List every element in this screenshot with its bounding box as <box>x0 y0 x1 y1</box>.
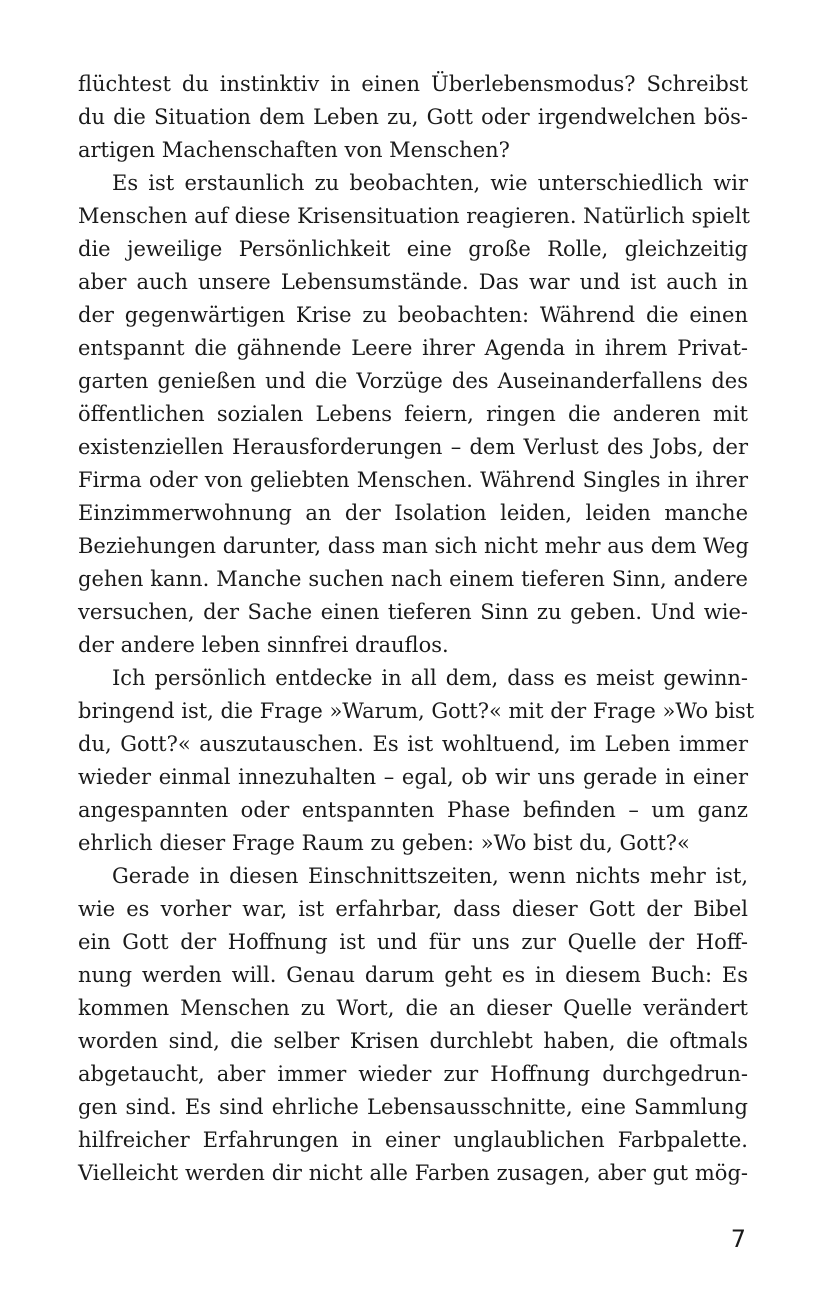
text-line: Einzimmerwohnung an der Isolation leiden, leiden manche <box>78 501 748 525</box>
paragraph <box>78 167 748 662</box>
text-line: du, Gott?« auszutauschen. Es ist wohltuend, im Leben immer <box>78 732 748 756</box>
text-line: angespannten oder entspannten Phase befinden – um ganz <box>78 798 748 822</box>
text-line: aber auch unsere Lebensumstände. Das war und ist auch in <box>78 270 748 294</box>
text-line: Menschen auf diese Krisensituation reagieren. Natürlich spielt <box>78 204 750 228</box>
text-line: Vielleicht werden dir nicht alle Farben zusagen, aber gut mög- <box>78 1161 748 1185</box>
text-line: Es ist erstaunlich zu beobachten, wie unterschiedlich wir <box>112 171 748 195</box>
text-line: ein Gott der Hoffnung ist und für uns zur Quelle der Hoff- <box>78 930 748 954</box>
text-line: entspannt die gähnende Leere ihrer Agenda in ihrem Privat- <box>78 336 748 360</box>
text-line: Beziehungen darunter, dass man sich nicht mehr aus dem Weg <box>78 534 749 558</box>
text-line: Gerade in diesen Einschnittszeiten, wenn nichts mehr ist, <box>112 864 748 888</box>
text-line: gen sind. Es sind ehrliche Lebensausschnitte, eine Sammlung <box>78 1095 748 1119</box>
paragraph <box>78 860 748 1190</box>
text-line: bringend ist, die Frage »Warum, Gott?« mit der Frage »Wo bist <box>78 699 755 723</box>
text-line: ehrlich dieser Frage Raum zu geben: »Wo bist du, Gott?« <box>78 831 690 855</box>
text-line: wieder einmal innezuhalten – egal, ob wir uns gerade in einer <box>78 765 748 789</box>
text-line: garten genießen und die Vorzüge des Auseinanderfallens des <box>78 369 748 393</box>
text-line: der gegenwärtigen Krise zu beobachten: Während die einen <box>78 303 748 327</box>
text-line: Firma oder von geliebten Menschen. Während Singles in ihrer <box>78 468 748 492</box>
paragraph <box>78 68 748 167</box>
text-line: du die Situation dem Leben zu, Gott oder irgendwelchen bös- <box>78 105 748 129</box>
text-line: wie es vorher war, ist erfahrbar, dass dieser Gott der Bibel <box>78 897 748 921</box>
text-line: abgetaucht, aber immer wieder zur Hoffnung durchgedrun- <box>78 1062 748 1086</box>
page-number: 7 <box>730 1225 746 1253</box>
text-line: flüchtest du instinktiv in einen Überlebensmodus? Schreibst <box>78 72 748 96</box>
text-line: Ich persönlich entdecke in all dem, dass es meist gewinn- <box>112 666 748 690</box>
text-line: artigen Machenschaften von Menschen? <box>78 138 510 162</box>
text-line: worden sind, die selber Krisen durchlebt haben, die oftmals <box>78 1029 748 1053</box>
text-line: die jeweilige Persönlichkeit eine große Rolle, gleichzeitig <box>78 237 748 261</box>
paragraph <box>78 662 755 860</box>
text-line: kommen Menschen zu Wort, die an dieser Quelle verändert <box>78 996 748 1020</box>
text-line: öffentlichen sozialen Lebens feiern, ringen die anderen mit <box>78 402 748 426</box>
text-line: existenziellen Herausforderungen – dem Verlust des Jobs, der <box>78 435 748 459</box>
text-line: nung werden will. Genau darum geht es in diesem Buch: Es <box>78 963 748 987</box>
text-line: versuchen, der Sache einen tieferen Sinn zu geben. Und wie- <box>78 600 748 624</box>
text-line: der andere leben sinnfrei drauflos. <box>78 633 449 657</box>
text-line: gehen kann. Manche suchen nach einem tieferen Sinn, andere <box>78 567 748 591</box>
book-page-text <box>78 68 755 1190</box>
text-line: hilfreicher Erfahrungen in einer unglaublichen Farbpalette. <box>78 1128 748 1152</box>
